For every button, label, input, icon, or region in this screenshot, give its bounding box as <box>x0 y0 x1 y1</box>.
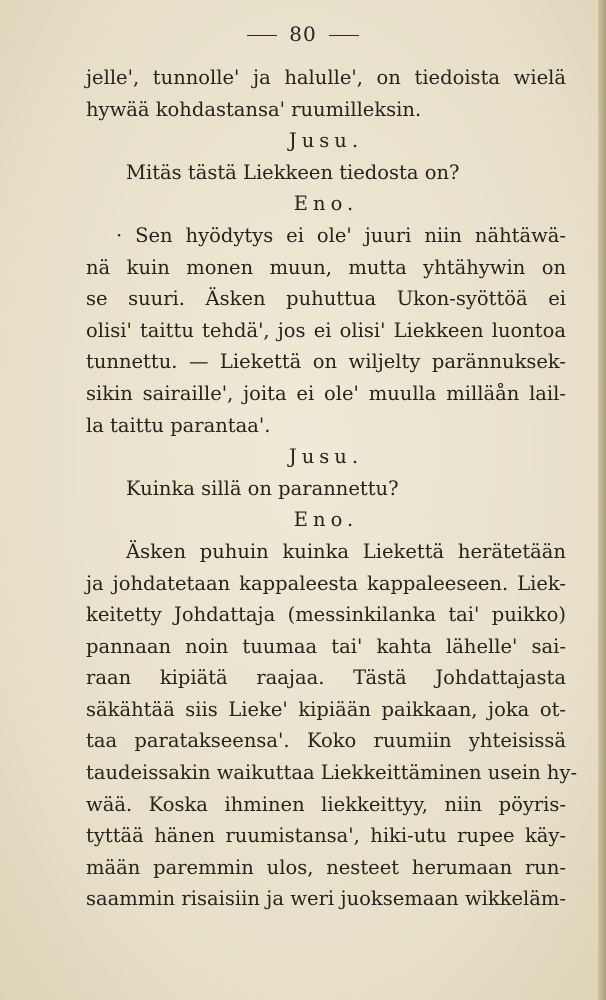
text-line: tunnettu. — Liekettä on wiljelty parännuksek- <box>86 350 566 374</box>
text-line: Kuinka sillä on parannettu? <box>126 476 399 500</box>
text-line: hywää kohdastansa' ruumilleksin. <box>86 97 422 121</box>
page-header <box>0 22 606 46</box>
text-line: sikin sairaille', joita ei ole' muulla milläån lail- <box>86 381 566 405</box>
text-line: raan kipiätä raajaa. Tästä Johdattajasta <box>86 666 566 690</box>
text-line: taa paratakseensa'. Koko ruumiin yhteisissä <box>86 729 566 753</box>
speaker-name: Eno. <box>293 192 359 216</box>
text-line: · Sen hyödytys ei ole' juuri niin nähtäwä- <box>116 223 566 247</box>
text-line: mään paremmin ulos, nesteet herumaan run- <box>86 855 566 879</box>
text-line: säkähtää siis Lieke' kipiään paikkaan, joka ot- <box>86 697 566 721</box>
speaker-name: Jusu. <box>288 445 364 469</box>
text-line: pannaan noin tuumaa tai' kahta lähelle' sai- <box>86 634 566 658</box>
text-line: Mitäs tästä Liekkeen tiedosta on? <box>126 160 460 184</box>
page-number: 80 <box>289 22 317 46</box>
header-dash-left <box>247 35 277 37</box>
text-line: jelle', tunnolle' ja halulle', on tiedoista wielä <box>86 66 566 89</box>
speaker-name: Eno. <box>293 508 359 532</box>
text-line: Äsken puhuin kuinka Liekettä herätetään <box>126 539 566 563</box>
text-line: la taittu parantaa'. <box>86 413 271 437</box>
page-edge <box>598 0 606 1000</box>
header-dash-right <box>329 35 359 37</box>
text-line: tyttää hänen ruumistansa', hiki-utu rupee käy- <box>86 824 566 848</box>
text-line: saammin risaisiin ja weri juoksemaan wikkeläm- <box>86 887 566 911</box>
text-line: ja johdatetaan kappaleesta kappaleeseen. Liek- <box>86 571 566 595</box>
text-line: wää. Koska ihminen liekkeittyy, niin pöyris- <box>86 792 566 816</box>
text-line: keitetty Johdattaja (messinkilanka tai' puikko) <box>86 603 566 627</box>
page-text <box>86 62 578 915</box>
text-line: taudeissakin waikuttaa Liekkeittäminen usein hy- <box>86 761 578 785</box>
text-line: se suuri. Äsken puhuttua Ukon-syöttöä ei <box>86 287 566 311</box>
text-line: nä kuin monen muun, mutta yhtähywin on <box>86 255 566 279</box>
speaker-name: Jusu. <box>288 129 364 153</box>
text-line: olisi' taittu tehdä', jos ei olisi' Liekkeen luontoa <box>86 318 566 342</box>
